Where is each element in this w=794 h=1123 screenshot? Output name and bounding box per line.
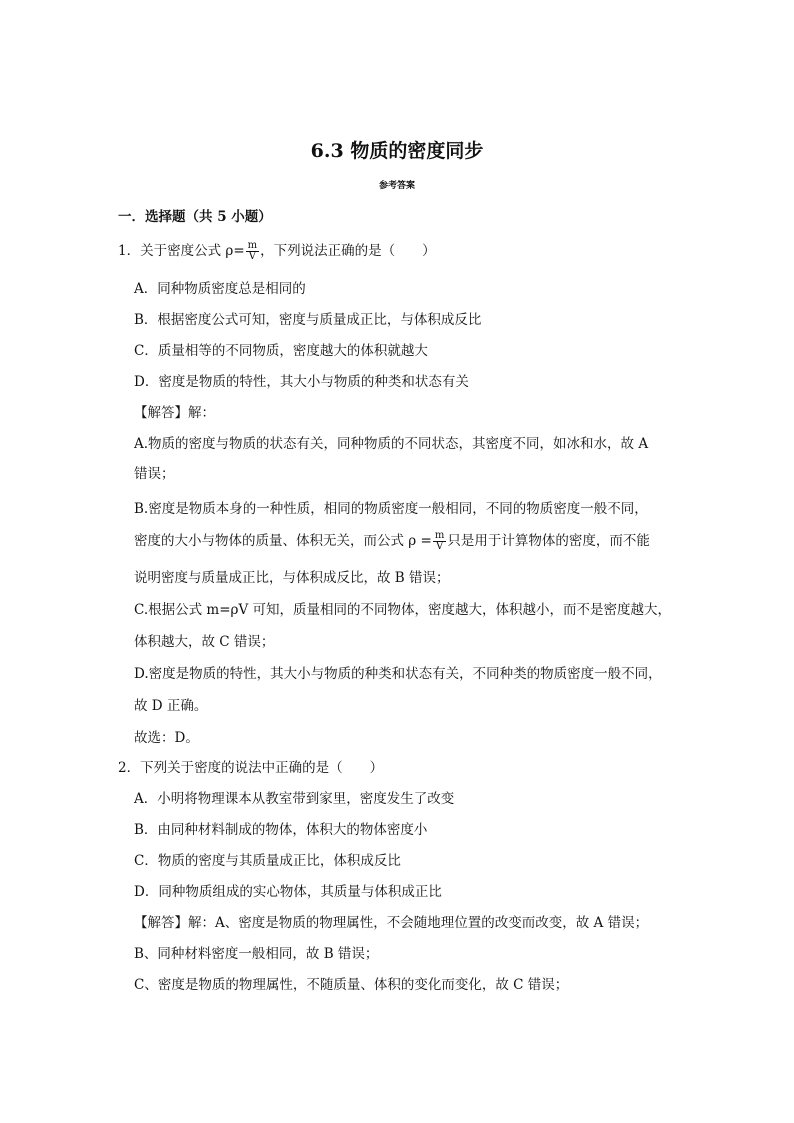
question-1-choice: 故选：D。 xyxy=(134,730,199,746)
question-1-answer-b-line-2 xyxy=(134,531,650,552)
question-1-option-c: C．质量相等的不同物质，密度越大的体积就越大 xyxy=(134,343,428,359)
fraction-numerator: m xyxy=(434,530,445,541)
question-1-stem-after: ，下列说法正确的是（ ） xyxy=(260,243,436,259)
question-2-stem: 2．下列关于密度的说法中正确的是（ ） xyxy=(118,760,384,776)
page-subtitle: 参考答案 xyxy=(378,181,415,191)
question-2-answer-line-2: B、同种材料密度一般相同，故 B 错误； xyxy=(134,946,379,962)
question-1-answer-d-line-1: D.密度是物质的特性，其大小与物质的种类和状态有关，不同种类的物质密度一般不同， xyxy=(134,666,662,682)
question-1-answer-d-line-2: 故 D 正确。 xyxy=(134,698,208,714)
question-1-option-d: D．密度是物质的特性，其大小与物质的种类和状态有关 xyxy=(134,374,469,390)
question-1-answer-b-line-3: 说明密度与质量成正比，与体积成反比，故 B 错误； xyxy=(134,570,450,586)
question-2-answer-line-1: 【解答】解：A、密度是物质的物理属性，不会随地理位置的改变而改变，故 A 错误； xyxy=(134,915,649,931)
question-1-answer-c-line-1: C.根据公式 m=ρV 可知，质量相同的不同物体，密度越大，体积越小，而不是密度越大， xyxy=(134,602,672,618)
question-2-answer-line-3: C、密度是物质的物理属性，不随质量、体积的变化而变化，故 C 错误； xyxy=(134,977,569,993)
question-1-answer-a-line-2: 错误； xyxy=(134,466,175,482)
question-2-option-c: C．物质的密度与其质量成正比，体积成反比 xyxy=(134,853,401,869)
section-heading: 一．选择题（共 5 小题） xyxy=(118,209,272,225)
question-1-answer-b-line-1: B.密度是物质本身的一种性质，相同的物质密度一般相同，不同的物质密度一般不同， xyxy=(134,501,648,517)
question-1-answer-c-line-2: 体积越大，故 C 错误； xyxy=(134,634,275,650)
question-2-option-a: A．小明将物理课本从教室带到家里，密度发生了改变 xyxy=(134,791,455,807)
answer-b-before: 密度的大小与物体的质量、体积无关，而公式 ρ = xyxy=(134,533,432,549)
question-1-answer-a-line-1: A.物质的密度与物质的状态有关，同种物质的不同状态，其密度不同，如冰和水，故 A xyxy=(134,436,649,452)
question-1-answer-label: 【解答】解： xyxy=(134,405,215,421)
fraction-numerator: m xyxy=(247,240,258,251)
fraction-denominator: V xyxy=(435,541,444,552)
question-1-option-b: B．根据密度公式可知，密度与质量成正比，与体积成反比 xyxy=(134,312,482,328)
page-title: 6.3 物质的密度同步 xyxy=(310,140,484,162)
answer-b-after: 只是用于计算物体的密度，而不能 xyxy=(447,533,650,549)
density-fraction xyxy=(246,241,259,262)
question-1-stem-before: 1．关于密度公式 ρ= xyxy=(118,243,245,259)
fraction-denominator: V xyxy=(248,251,256,262)
question-2-option-d: D．同种物质组成的实心物体，其质量与体积成正比 xyxy=(134,884,442,900)
question-2-option-b: B．由同种材料制成的物体，体积大的物体密度小 xyxy=(134,822,428,838)
question-1-option-a: A．同种物质密度总是相同的 xyxy=(134,281,306,297)
question-1-stem xyxy=(118,241,436,262)
density-fraction-inline xyxy=(433,531,446,552)
